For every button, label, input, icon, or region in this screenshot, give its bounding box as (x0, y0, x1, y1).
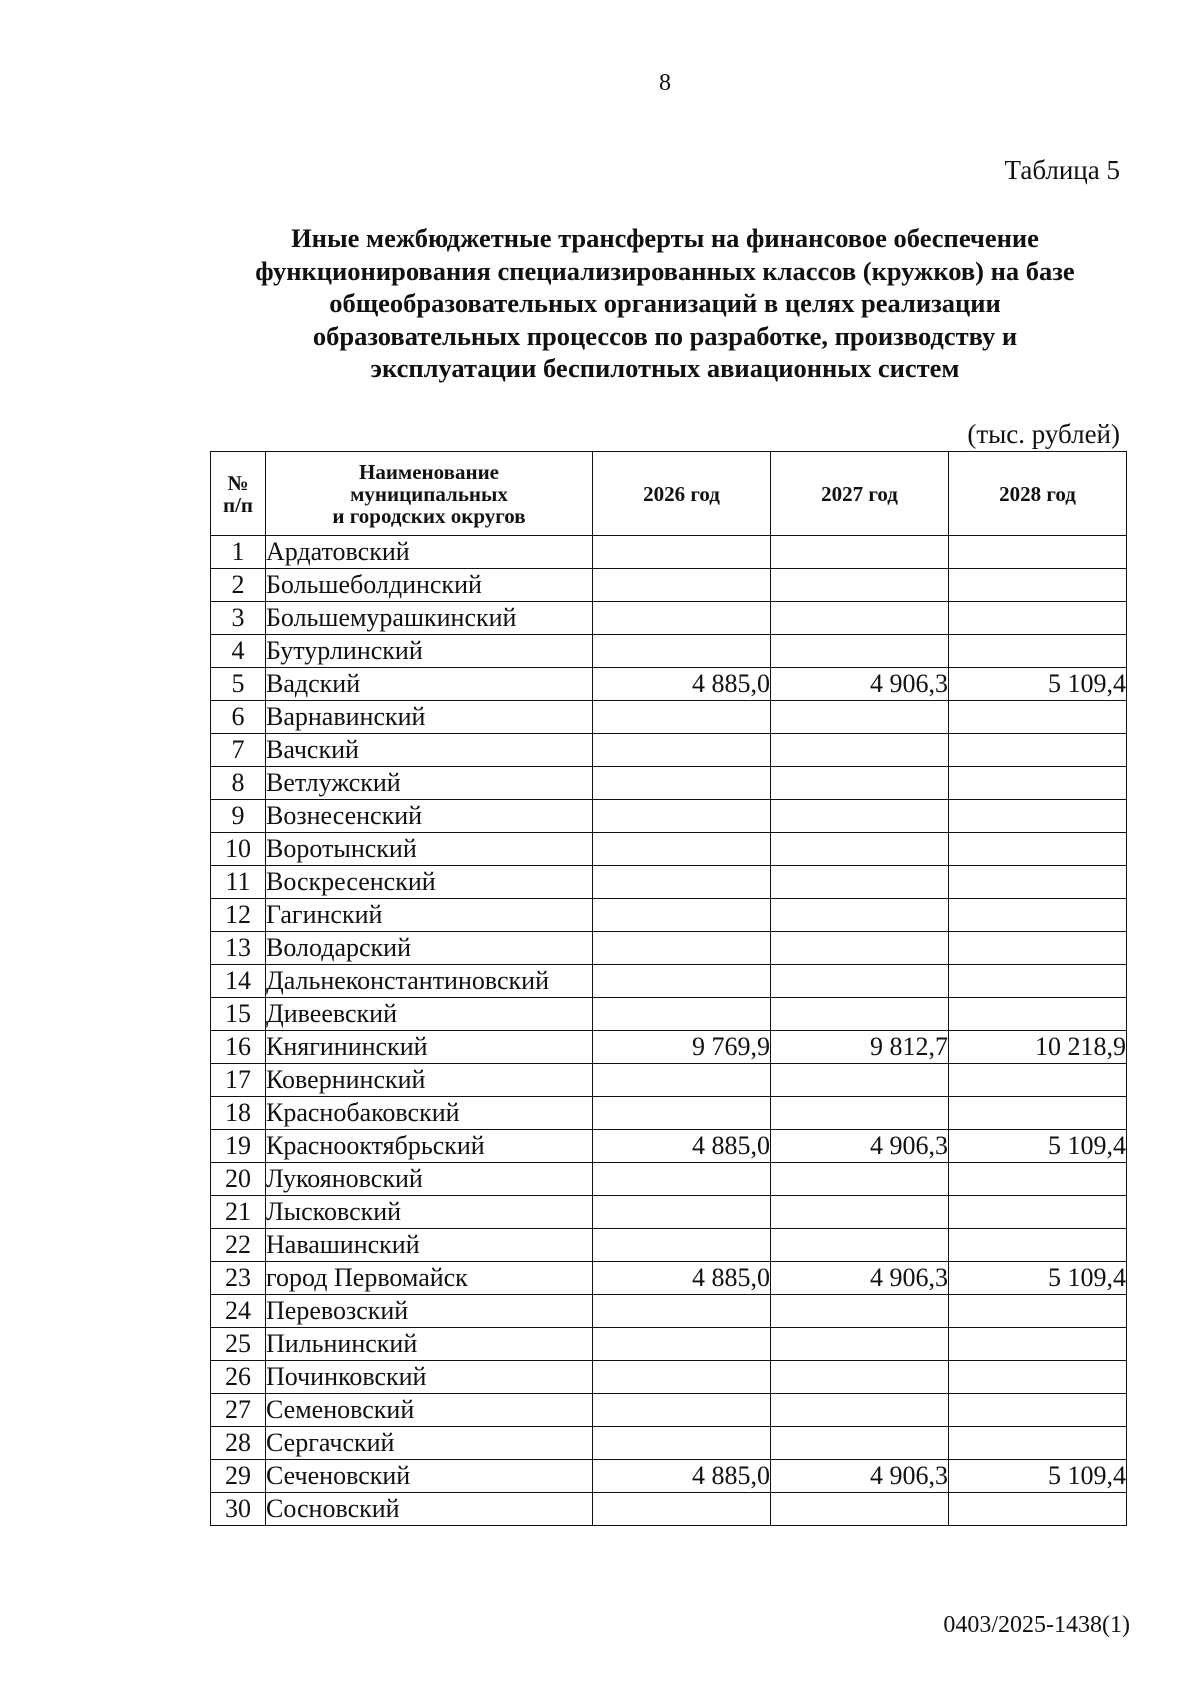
table-row (211, 767, 1127, 800)
table-label: Таблица 5 (1004, 155, 1120, 185)
row-2026 (593, 701, 771, 734)
row-2026: 4 885,0 (593, 1460, 771, 1493)
table-row (211, 899, 1127, 932)
header-name (266, 452, 593, 536)
row-number: 12 (211, 899, 266, 932)
header-name-line: муниципальных (350, 481, 508, 506)
title-line: функционирования специализированных классов (кружков) на базе (255, 255, 1075, 286)
header-number (211, 452, 266, 536)
row-name: Вадский (266, 668, 593, 701)
row-2027 (771, 1493, 949, 1526)
row-number: 17 (211, 1064, 266, 1097)
row-number: 25 (211, 1328, 266, 1361)
row-number: 4 (211, 635, 266, 668)
table-row (211, 1295, 1127, 1328)
row-name: Сосновский (266, 1493, 593, 1526)
row-name: Сергачский (266, 1427, 593, 1460)
row-name: Лукояновский (266, 1163, 593, 1196)
table-row (211, 701, 1127, 734)
row-2028 (949, 899, 1127, 932)
row-2026 (593, 866, 771, 899)
row-name: Семеновский (266, 1394, 593, 1427)
row-name: Володарский (266, 932, 593, 965)
row-name: Краснооктябрьский (266, 1130, 593, 1163)
row-2027 (771, 1196, 949, 1229)
title-line: эксплуатации беспилотных авиационных систем (370, 353, 960, 383)
row-number: 24 (211, 1295, 266, 1328)
row-name: Воскресенский (266, 866, 593, 899)
table-row (211, 1328, 1127, 1361)
row-2026 (593, 1295, 771, 1328)
row-2026 (593, 932, 771, 965)
row-number: 29 (211, 1460, 266, 1493)
row-2027 (771, 998, 949, 1031)
row-2027 (771, 932, 949, 965)
row-2028 (949, 734, 1127, 767)
row-number: 14 (211, 965, 266, 998)
row-2026 (593, 833, 771, 866)
row-number: 10 (211, 833, 266, 866)
row-2028 (949, 1064, 1127, 1097)
row-2028: 5 109,4 (949, 1130, 1127, 1163)
row-number: 21 (211, 1196, 266, 1229)
row-2027 (771, 965, 949, 998)
row-number: 18 (211, 1097, 266, 1130)
row-2028 (949, 1097, 1127, 1130)
table-row (211, 1031, 1127, 1064)
header-2026: 2026 год (593, 452, 771, 536)
row-2028 (949, 965, 1127, 998)
row-name: Ардатовский (266, 536, 593, 569)
row-name: Навашинский (266, 1229, 593, 1262)
row-2027: 4 906,3 (771, 1460, 949, 1493)
row-2026 (593, 1328, 771, 1361)
row-2027 (771, 1229, 949, 1262)
row-2028 (949, 1493, 1127, 1526)
row-2026 (593, 1196, 771, 1229)
header-number-line: № (227, 470, 249, 495)
row-number: 7 (211, 734, 266, 767)
row-name: Варнавинский (266, 701, 593, 734)
document-title (200, 222, 1130, 385)
row-2027: 4 906,3 (771, 1130, 949, 1163)
row-2028 (949, 1295, 1127, 1328)
row-name: Большеболдинский (266, 569, 593, 602)
row-number: 19 (211, 1130, 266, 1163)
row-name: Сеченовский (266, 1460, 593, 1493)
row-2027 (771, 635, 949, 668)
row-2028: 5 109,4 (949, 1460, 1127, 1493)
row-2027 (771, 1064, 949, 1097)
row-2027 (771, 866, 949, 899)
row-2026: 4 885,0 (593, 668, 771, 701)
document-code: 0403/2025-1438(1) (943, 1612, 1130, 1638)
row-name: Дальнеконстантиновский (266, 965, 593, 998)
row-number: 26 (211, 1361, 266, 1394)
row-name: Пильнинский (266, 1328, 593, 1361)
row-number: 22 (211, 1229, 266, 1262)
row-2026 (593, 1427, 771, 1460)
row-name: Лысковский (266, 1196, 593, 1229)
row-2026: 4 885,0 (593, 1130, 771, 1163)
row-2028 (949, 701, 1127, 734)
row-name: Ковернинский (266, 1064, 593, 1097)
table-row (211, 734, 1127, 767)
row-2026 (593, 899, 771, 932)
row-2026: 4 885,0 (593, 1262, 771, 1295)
row-2028 (949, 866, 1127, 899)
table-header-row (211, 452, 1127, 536)
row-number: 30 (211, 1493, 266, 1526)
table-row (211, 602, 1127, 635)
row-2027: 4 906,3 (771, 668, 949, 701)
row-2026 (593, 1361, 771, 1394)
table-row (211, 1394, 1127, 1427)
row-name: Княгининский (266, 1031, 593, 1064)
row-2026 (593, 734, 771, 767)
row-2028 (949, 1361, 1127, 1394)
row-number: 2 (211, 569, 266, 602)
row-2028 (949, 569, 1127, 602)
table-row (211, 1130, 1127, 1163)
table-row (211, 866, 1127, 899)
table-row (211, 833, 1127, 866)
row-2027 (771, 734, 949, 767)
row-2026 (593, 767, 771, 800)
table-row (211, 1097, 1127, 1130)
table-row (211, 1427, 1127, 1460)
row-2028 (949, 833, 1127, 866)
transfers-table (210, 451, 1127, 1526)
units-label: (тыс. рублей) (967, 419, 1120, 449)
table-row (211, 536, 1127, 569)
row-2026: 9 769,9 (593, 1031, 771, 1064)
row-2027: 9 812,7 (771, 1031, 949, 1064)
row-2027: 4 906,3 (771, 1262, 949, 1295)
header-number-line: п/п (222, 492, 254, 517)
row-2026 (593, 1229, 771, 1262)
row-2028 (949, 1328, 1127, 1361)
table-row (211, 1460, 1127, 1493)
row-name: Краснобаковский (266, 1097, 593, 1130)
row-2026 (593, 635, 771, 668)
row-2027 (771, 1295, 949, 1328)
row-name: Вачский (266, 734, 593, 767)
title-line: образовательных процессов по разработке, производству и (312, 320, 1018, 351)
row-2027 (771, 569, 949, 602)
table-row (211, 998, 1127, 1031)
row-number: 27 (211, 1394, 266, 1427)
header-name-line: и городских округов (332, 503, 526, 528)
table-row (211, 800, 1127, 833)
row-2027 (771, 1361, 949, 1394)
row-2026 (593, 1163, 771, 1196)
page-number: 8 (659, 70, 671, 96)
row-2028 (949, 602, 1127, 635)
table-row (211, 668, 1127, 701)
row-2027 (771, 1427, 949, 1460)
row-number: 3 (211, 602, 266, 635)
row-2027 (771, 701, 949, 734)
row-number: 13 (211, 932, 266, 965)
row-2027 (771, 1097, 949, 1130)
row-2028: 5 109,4 (949, 668, 1127, 701)
row-number: 11 (211, 866, 266, 899)
row-name: Дивеевский (266, 998, 593, 1031)
row-2026 (593, 1394, 771, 1427)
row-2026 (593, 569, 771, 602)
row-2027 (771, 899, 949, 932)
row-name: Ветлужский (266, 767, 593, 800)
row-2028: 5 109,4 (949, 1262, 1127, 1295)
row-2028 (949, 800, 1127, 833)
row-2026 (593, 1097, 771, 1130)
row-2028 (949, 1163, 1127, 1196)
row-number: 5 (211, 668, 266, 701)
row-2028 (949, 635, 1127, 668)
title-line: общеобразовательных организаций в целях реализации (329, 288, 1001, 318)
row-2028 (949, 767, 1127, 800)
table-row (211, 1196, 1127, 1229)
table-row (211, 569, 1127, 602)
row-2026 (593, 1064, 771, 1097)
row-2026 (593, 1493, 771, 1526)
row-2028: 10 218,9 (949, 1031, 1127, 1064)
title-line: Иные межбюджетные трансферты на финансовое обеспечение (291, 223, 1039, 253)
table-row (211, 1493, 1127, 1526)
table-row (211, 1163, 1127, 1196)
row-2027 (771, 602, 949, 635)
row-number: 16 (211, 1031, 266, 1064)
table-row (211, 1229, 1127, 1262)
row-2028 (949, 1427, 1127, 1460)
row-number: 15 (211, 998, 266, 1031)
row-2027 (771, 1163, 949, 1196)
row-2028 (949, 998, 1127, 1031)
table-row (211, 1064, 1127, 1097)
table-body (211, 536, 1127, 1526)
row-number: 28 (211, 1427, 266, 1460)
row-name: Воротынский (266, 833, 593, 866)
row-2028 (949, 932, 1127, 965)
row-number: 1 (211, 536, 266, 569)
row-2028 (949, 1394, 1127, 1427)
row-name: город Первомайск (266, 1262, 593, 1295)
table-row (211, 932, 1127, 965)
row-name: Гагинский (266, 899, 593, 932)
row-name: Бутурлинский (266, 635, 593, 668)
row-name: Перевозский (266, 1295, 593, 1328)
row-number: 20 (211, 1163, 266, 1196)
row-2026 (593, 602, 771, 635)
row-name: Починковский (266, 1361, 593, 1394)
row-2026 (593, 998, 771, 1031)
row-2027 (771, 800, 949, 833)
row-2027 (771, 833, 949, 866)
header-2027: 2027 год (771, 452, 949, 536)
row-2027 (771, 536, 949, 569)
row-number: 8 (211, 767, 266, 800)
row-number: 23 (211, 1262, 266, 1295)
row-name: Вознесенский (266, 800, 593, 833)
table-row (211, 965, 1127, 998)
row-2026 (593, 536, 771, 569)
row-2027 (771, 1394, 949, 1427)
row-2028 (949, 536, 1127, 569)
row-2026 (593, 965, 771, 998)
row-2026 (593, 800, 771, 833)
header-2028: 2028 год (949, 452, 1127, 536)
row-name: Большемурашкинский (266, 602, 593, 635)
row-2027 (771, 1328, 949, 1361)
row-2028 (949, 1229, 1127, 1262)
row-2027 (771, 767, 949, 800)
row-number: 6 (211, 701, 266, 734)
header-name-line: Наименование (359, 459, 499, 484)
table-row (211, 1361, 1127, 1394)
table-row (211, 1262, 1127, 1295)
row-2028 (949, 1196, 1127, 1229)
table-row (211, 635, 1127, 668)
row-number: 9 (211, 800, 266, 833)
